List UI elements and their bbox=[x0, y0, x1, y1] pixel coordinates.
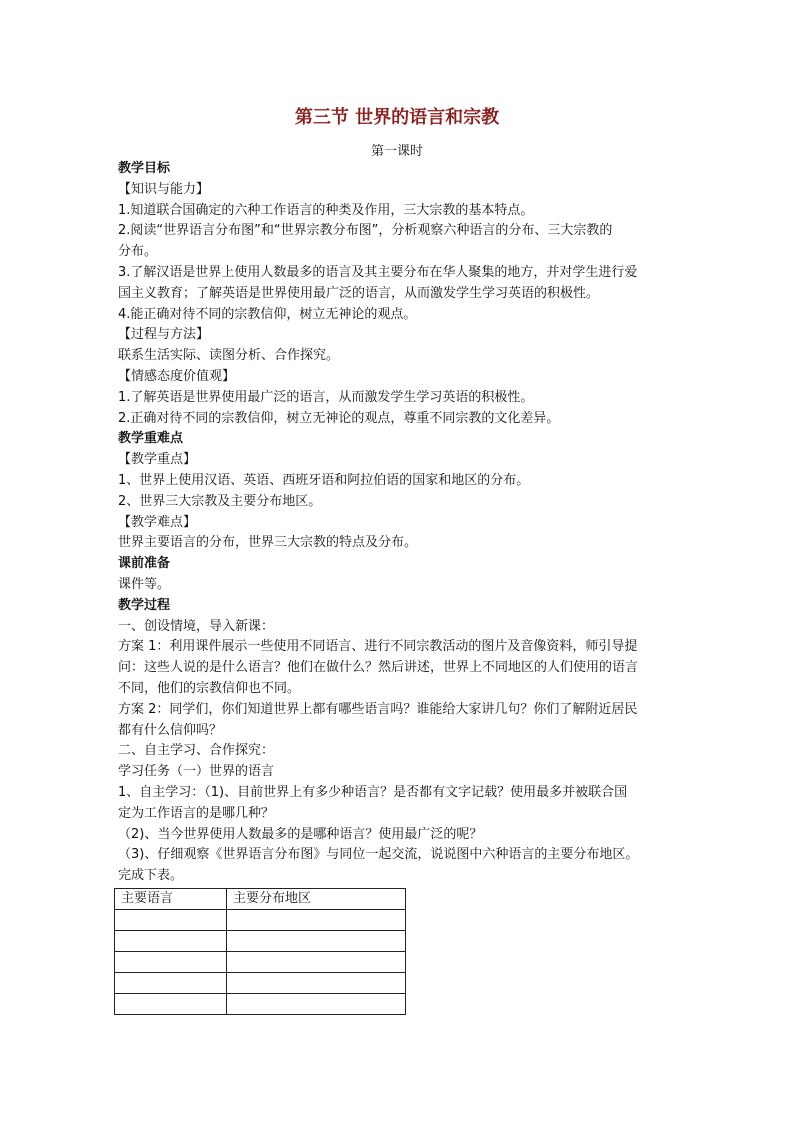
knowledge-line: 分布。 bbox=[118, 244, 158, 260]
section-heading-prep: 课前准备 bbox=[118, 556, 171, 572]
procedure-line: 1、自主学习：（1)、目前世界上有多少种语言？是否都有文字记载？使用最多并被联合国 bbox=[118, 784, 628, 800]
procedure-line: 问：这些人说的是什么语言？他们在做什么？然后讲述，世界上不同地区的人们使用的语言 bbox=[118, 660, 639, 676]
procedure-line: 一、创设情境，导入新课： bbox=[118, 618, 275, 634]
attitude-line: 1.了解英语是世界使用最广泛的语言，从而激发学生学习英语的积极性。 bbox=[118, 389, 534, 405]
knowledge-line: 国主义教育；了解英语是世界使用最广泛的语言，从而激发学生学习英语的积极性。 bbox=[118, 285, 600, 301]
subheading-knowledge: 【知识与能力】 bbox=[118, 181, 210, 197]
table-cell[interactable] bbox=[227, 951, 406, 972]
attitude-line: 2.正确对待不同的宗教信仰，树立无神论的观点，尊重不同宗教的文化差异。 bbox=[118, 410, 560, 426]
table-header-cell: 主要语言 bbox=[115, 888, 227, 909]
subheading-difficult: 【教学难点】 bbox=[118, 514, 197, 530]
table-row bbox=[115, 972, 406, 993]
process-text: 联系生活实际、读图分析、合作探究。 bbox=[118, 348, 340, 364]
subheading-attitude: 【情感态度价值观】 bbox=[118, 368, 236, 384]
document-body bbox=[118, 159, 693, 1015]
section-heading-key-difficult: 教学重难点 bbox=[118, 431, 184, 447]
table-row bbox=[115, 930, 406, 951]
procedure-line: 定为工作语言的是哪几种？ bbox=[118, 805, 275, 821]
procedure-line: （2)、当今世界使用人数最多的是哪种语言？使用最广泛的呢？ bbox=[118, 826, 483, 842]
table-cell[interactable] bbox=[115, 909, 227, 930]
table-cell[interactable] bbox=[227, 909, 406, 930]
difficult-text: 世界主要语言的分布，世界三大宗教的特点及分布。 bbox=[118, 535, 418, 551]
table-row bbox=[115, 993, 406, 1014]
procedure-line: 方案 2：同学们，你们知道世界上都有哪些语言吗？谁能给大家讲几句？你们了解附近居民 bbox=[118, 701, 638, 717]
document-subtitle: 第一课时 bbox=[370, 144, 423, 159]
table-row bbox=[115, 951, 406, 972]
subheading-key: 【教学重点】 bbox=[118, 452, 197, 468]
procedure-line: 学习任务（一）世界的语言 bbox=[118, 764, 275, 780]
table-header-row bbox=[115, 888, 406, 909]
key-line: 1、世界上使用汉语、英语、西班牙语和阿拉伯语的国家和地区的分布。 bbox=[118, 472, 530, 488]
section-heading-procedure: 教学过程 bbox=[118, 597, 171, 613]
table-cell[interactable] bbox=[115, 930, 227, 951]
document-title: 第三节 世界的语言和宗教 bbox=[294, 107, 500, 128]
key-line: 2、世界三大宗教及主要分布地区。 bbox=[118, 493, 322, 509]
prep-text: 课件等。 bbox=[118, 576, 171, 592]
table-row bbox=[115, 909, 406, 930]
knowledge-line: 1.知道联合国确定的六种工作语言的种类及作用，三大宗教的基本特点。 bbox=[118, 202, 534, 218]
procedure-line: 二、自主学习、合作探究： bbox=[118, 743, 275, 759]
procedure-line: 都有什么信仰吗？ bbox=[118, 722, 223, 738]
table-cell[interactable] bbox=[227, 972, 406, 993]
table-cell[interactable] bbox=[115, 993, 227, 1014]
procedure-line: 完成下表。 bbox=[118, 868, 184, 884]
subheading-process: 【过程与方法】 bbox=[118, 327, 210, 343]
procedure-line: 方案 1：利用课件展示一些使用不同语言、进行不同宗教活动的图片及音像资料，师引导提 bbox=[118, 639, 638, 655]
knowledge-line: 2.阅读“世界语言分布图”和“世界宗教分布图”，分析观察六种语言的分布、三大宗教的 bbox=[118, 223, 613, 239]
table-header-cell: 主要分布地区 bbox=[227, 888, 406, 909]
knowledge-line: 3.了解汉语是世界上使用人数最多的语言及其主要分布在华人聚集的地方，并对学生进行爱 bbox=[118, 264, 638, 280]
procedure-line: 不同，他们的宗教信仰也不同。 bbox=[118, 680, 301, 696]
language-distribution-table bbox=[114, 888, 406, 1015]
table-cell[interactable] bbox=[227, 993, 406, 1014]
table-cell[interactable] bbox=[115, 972, 227, 993]
knowledge-line: 4.能正确对待不同的宗教信仰，树立无神论的观点。 bbox=[118, 306, 417, 322]
procedure-line: （3)、仔细观察《世界语言分布图》与同位一起交流，说说图中六种语言的主要分布地区。 bbox=[118, 847, 639, 863]
table-cell[interactable] bbox=[227, 930, 406, 951]
table-cell[interactable] bbox=[115, 951, 227, 972]
section-heading-goals: 教学目标 bbox=[118, 161, 171, 176]
